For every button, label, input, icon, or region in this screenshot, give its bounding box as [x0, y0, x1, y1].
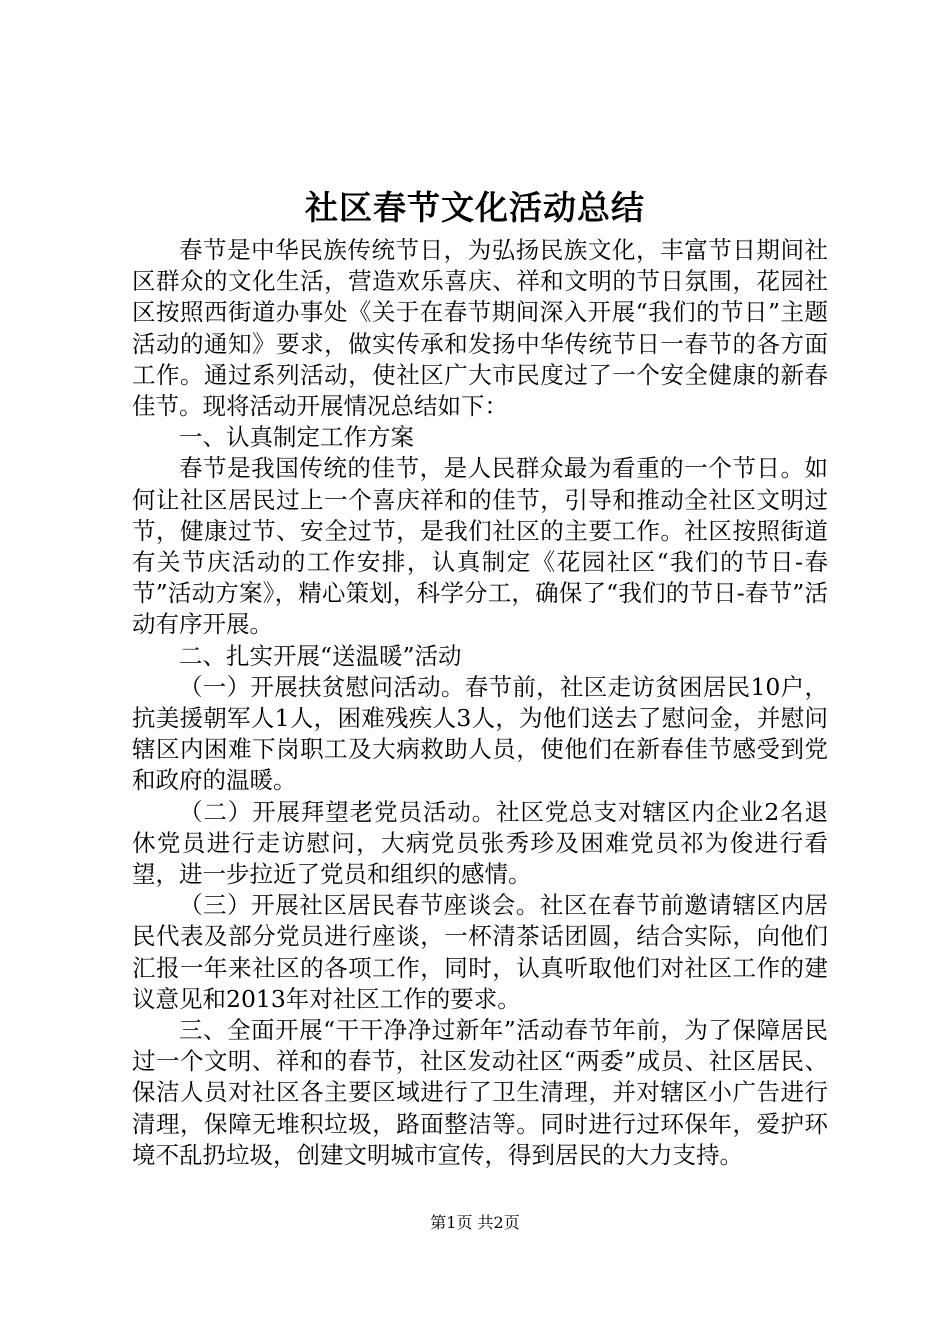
section-2-item-1: （一）开展扶贫慰问活动。春节前，社区走访贫困居民10户，抗美援朝军人1人，困难残疾人3人，为他们送去了慰问金，并慰问辖区内困难下岗职工及大病救助人员，使他们在新春佳节感受到党和政府的温暖。 — [132, 672, 828, 795]
section-2-item-2: （二）开展拜望老党员活动。社区党总支对辖区内企业2名退休党员进行走访慰问，大病党员张秀珍及困难党员祁为俊进行看望，进一步拉近了党员和组织的感情。 — [132, 797, 828, 889]
section-1-paragraph: 春节是我国传统的佳节，是人民群众最为看重的一个节日。如何让社区居民过上一个喜庆祥和的佳节，引导和推动全社区文明过节，健康过节、安全过节，是我们社区的主要工作。社区按照街道有关节庆活动的工作安排，认真制定《花园社区“我们的节日-春节”活动方案》，精心策划，科学分工，确保了“我们的节日-春节”活动有序开展。 — [132, 454, 828, 639]
section-2-item-3: （三）开展社区居民春节座谈会。社区在春节前邀请辖区内居民代表及部分党员进行座谈，一杯清茶话团圆，结合实际，向他们汇报一年来社区的各项工作，同时，认真听取他们对社区工作的建议意见和2013年对社区工作的要求。 — [132, 891, 828, 1013]
page-footer: 第1页 共2页 — [430, 1213, 520, 1232]
page-title: 社区春节文化活动总结 — [305, 188, 645, 227]
intro-paragraph: 春节是中华民族传统节日，为弘扬民族文化，丰富节日期间社区群众的文化生活，营造欢乐喜庆、祥和文明的节日氛围，花园社区按照西街道办事处《关于在春节期间深入开展“我们的节日”主题活动的通知》要求，做实传承和发扬中华传统节日一春节的各方面工作。通过系列活动，使社区广大市民度过了一个安全健康的新春佳节。现将活动开展情况总结如下： — [132, 236, 828, 421]
section-heading-1: 一、认真制定工作方案 — [179, 423, 414, 452]
section-3-paragraph: 三、全面开展“干干净净过新年”活动春节年前，为了保障居民过一个文明、祥和的春节，社区发动社区“两委”成员、社区居民、保洁人员对社区各主要区域进行了卫生清理，并对辖区小广告进行清理，保障无堆积垃圾，路面整洁等。同时进行过环保年，爱护环境不乱扔垃圾，创建文明城市宣传，得到居民的大力支持。 — [132, 1016, 828, 1169]
section-heading-2: 二、扎实开展“送温暖”活动 — [179, 641, 462, 670]
document-body — [132, 235, 828, 1171]
